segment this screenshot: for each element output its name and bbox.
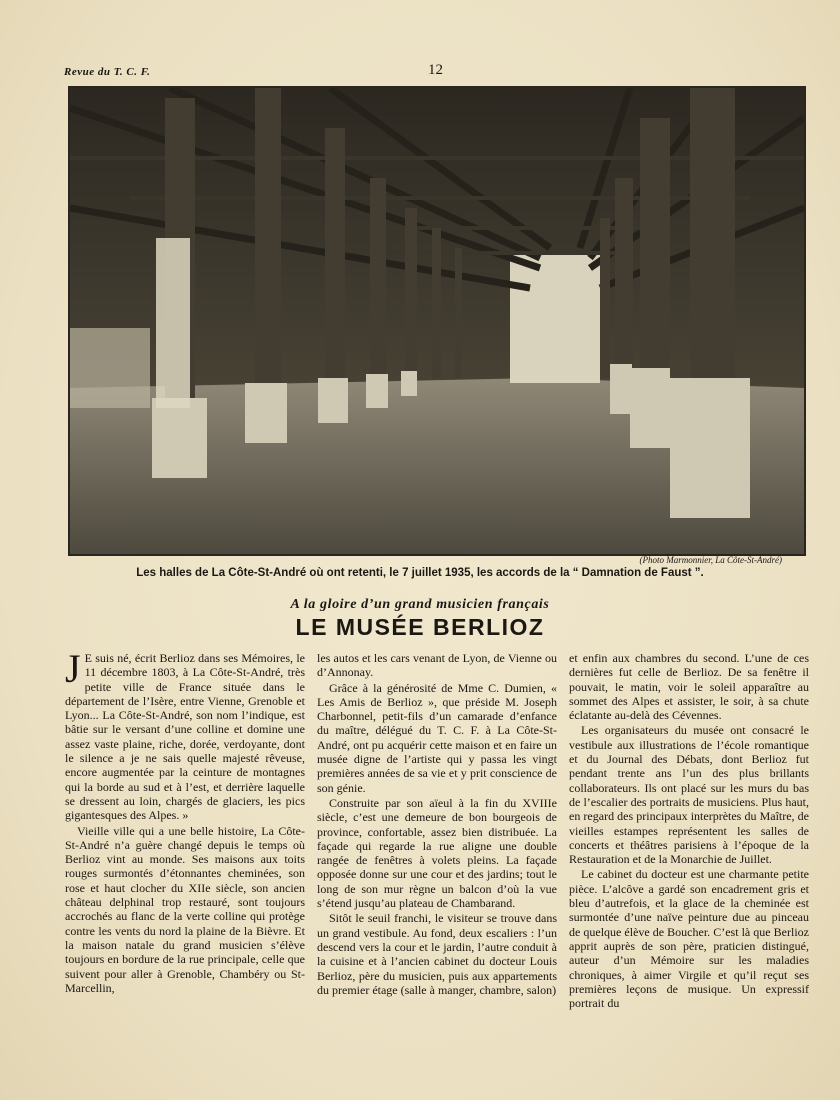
journal-name: Revue du T. C. F. [64,66,151,78]
article-kicker: A la gloire d’un grand musicien français [290,597,550,612]
article-column-2 [317,651,557,998]
photo-caption: Les halles de La Côte-St-André où ont retenti, le 7 juillet 1935, les accords de la “ Damnation de Faust ”. [136,567,704,579]
paragraph: les autos et les cars venant de Lyon, de Vienne ou d’Annonay. [317,651,557,680]
article-column-1 [65,646,305,996]
market-hall-illustration [70,88,804,554]
paragraph: Le cabinet du docteur est une charmante petite pièce. L’alcôve a gardé son encadrement gris et bleu d’autrefois, et la glace de la cheminée est surmontée d’une naïve peinture due au pinceau de quelque élève de Boucher. C’est là que Berlioz apprit auprès de son père, praticien distingué, auteur d’un Mémoire sur les maladies chroniques, à aimer Virgile et qu’il reçut ses premières leçons de musique. Un expressif portrait du [569,867,809,1011]
paragraph: Vieille ville qui a une belle histoire, La Côte-St-André n’a guère changé depuis le temps où Berlioz vint au monde. Ses maisons aux toits rouges surmontés d’étonnantes cheminées, son rose et haut clocher du XIIe siècle, son ancien château delphinal trop restauré, sont toujours accrochés au flanc de la verte colline qui protège contre les vents du nord la plaine de la Bièvre. Et la maison natale du grand musicien s’élève toujours en bordure de la rue principale, celle que suivent pour aller à Grenoble, Chambéry ou St-Marcellin, [65,823,305,995]
article-title: LE MUSÉE BERLIOZ [295,614,545,640]
article-column-3 [569,651,809,1011]
paragraph: et enfin aux chambres du second. L’une de ces dernières fut celle de Berlioz. De sa fenêtre il pouvait, le matin, voir le soleil apparaître au sommet des Alpes et assister, le soir, à sa chute éclatante au-delà des Cévennes. [569,651,809,723]
paragraph: Grâce à la générosité de Mme C. Dumien, « Les Amis de Berlioz », que préside M. Joseph Charbonnel, petit-fils d’un camarade d’enfance du maître, délégué du T. C. F. à La Côte-St-André, ont pu acquérir cette maison et en faire un musée digne de l’artiste qui y passa les vingt premières années de sa vie et y prit conscience de son génie. [317,680,557,795]
paragraph: Sitôt le seuil franchi, le visiteur se trouve dans un grand vestibule. Au fond, deux escaliers : l’un descend vers la cour et le jardin, l’autre conduit à la cuisine et à l’ancien cabinet du docteur Louis Berlioz, père du musicien, puis aux appartements du premier étage (salle à manger, chambre, salon) [317,911,557,997]
drop-cap: J [65,646,81,691]
market-hall-photo [68,86,806,556]
paragraph: Construite par son aïeul à la fin du XVIIIe siècle, c’est une demeure de bon bourgeois de province, confortable, assez bien distribuée. La façade qui regarde la rue aligne une double rangée de fenêtres à volets pleins. La façade opposée donne sur une cour et des jardins; tout le long de son mur règne un balcon d’où la vue s’étend jusqu’au plateau de Chambarand. [317,795,557,911]
page-number: 12 [428,62,443,78]
paragraph [65,646,305,823]
paragraph: Les organisateurs du musée ont consacré le vestibule aux illustrations de l’école romantique et du Journal des Débats, dont Berlioz fut pendant trente ans l’un des plus brillants collaborateurs. Ils ont placé sur les murs du bas de l’escalier des portraits de musiciens. Plus haut, en regard des principaux interprètes du Maître, de vieilles estampes représentent les salles de concerts et théâtres parisiens à l’époque de la Restauration et de la Monarchie de Juillet. [569,723,809,867]
paragraph-text: E suis né, écrit Berlioz dans ses Mémoires, le 11 décembre 1803, à La Côte-St-André, très petite ville de France située dans le département de l’Isère, entre Vienne, Grenoble et Lyon... La Côte-St-André, son nom l’indique, est bâtie sur le versant d’une colline et domine une assez vaste plaine, riche, dorée, verdoyante, dont le silence a je ne sais quelle majesté rêveuse, encore augmentée par la ceinture de montagnes qui la borde au sud et à l’est, et derrière laquelle se dressent au loin, chargés de glaciers, les pics gigantesques des Alpes. » [65,651,305,823]
photo-credit: (Photo Marmonnier, La Côte-St-André) [639,555,782,565]
